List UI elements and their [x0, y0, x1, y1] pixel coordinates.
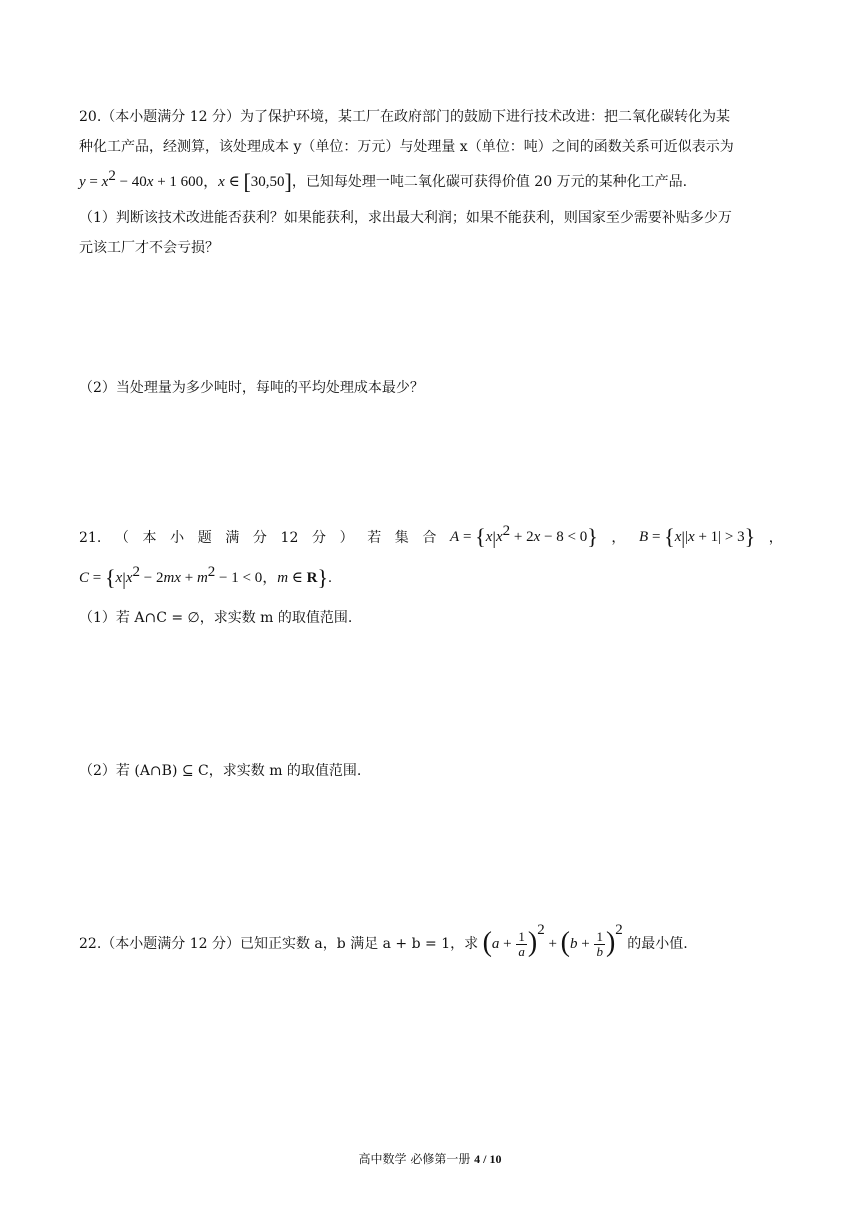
q21-token: 12	[280, 529, 299, 546]
q21-token: 21.	[79, 529, 102, 546]
footer-page-number: 4 / 10	[474, 1152, 502, 1166]
q21-token: 合	[422, 529, 437, 546]
q20-line-3: $y = x^2 - 40x + 1$ 600，x ∈ [30,50]，已知每处理一吨二氧化碳可获得价值 20 万元的某种化工产品.	[79, 168, 688, 194]
q22-text-before: 22.（本小题满分 12 分）已知正实数 a，b 满足 a + b = 1，求	[79, 936, 479, 952]
q20-cost-function-rendered: y	[79, 174, 86, 190]
q21-token: 集	[394, 529, 409, 546]
q21-comma: ，	[611, 529, 626, 546]
q21-comma: ，	[768, 529, 783, 546]
page-footer	[0, 1150, 860, 1167]
q22-expression: (a + $\frac{1}{a}$ )$^2$ + (b + $\frac{1}{b}$ )$^2$	[482, 922, 623, 959]
q21-token: 分	[311, 529, 326, 546]
q21-token: 若	[367, 529, 382, 546]
q21-token: 本	[142, 529, 157, 546]
q21-set-c: $C = \{x|x^2 - 2mx + m^2 - 1 < 0$，m ∈ R}.	[79, 564, 332, 590]
q21-token: （	[114, 529, 129, 546]
q21-part-2: （2）若 (A∩B) ⊆ C，求实数 m 的取值范围.	[79, 763, 362, 779]
q20-line-2: 种化工产品，经测算，该处理成本 y（单位：万元）与处理量 x（单位：吨）之间的函数关系可近似表示为	[79, 139, 734, 155]
q21-token: 满	[225, 529, 240, 546]
q21-part-1: （1）若 A∩C = ∅，求实数 m 的取值范围.	[79, 610, 353, 626]
q22-text-after: 的最小值.	[627, 936, 688, 952]
q21-token: ）	[339, 529, 354, 546]
q22-line	[79, 922, 783, 959]
q21-header-line	[79, 523, 783, 549]
q20-part-1-line-1: （1）判断该技术改进能否获利？如果能获利，求出最大利润；如果不能获利，则国家至少需要补贴多少万	[79, 210, 732, 226]
q21-token: 小	[170, 529, 185, 546]
q20-part-1-line-2: 元该工厂才不会亏损？	[79, 240, 219, 256]
q21-set-b: B = {x||x + 1| > 3}	[639, 524, 756, 549]
q20-line-3-text: ，已知每处理一吨二氧化碳可获得价值 20 万元的某种化工产品.	[291, 174, 688, 190]
q21-set-a: $A = \{x|x^2 + 2x - 8 < 0\}$	[450, 523, 598, 549]
q21-token: 题	[197, 529, 212, 546]
q20-part-2: （2）当处理量为多少吨时，每吨的平均处理成本最少？	[79, 380, 424, 396]
q21-token: 分	[252, 529, 267, 546]
q20-line-1: 20.（本小题满分 12 分）为了保护环境，某工厂在政府部门的鼓励下进行技术改进：把二氧化碳转化为某	[79, 109, 730, 125]
footer-label: 高中数学 必修第一册	[358, 1152, 471, 1166]
